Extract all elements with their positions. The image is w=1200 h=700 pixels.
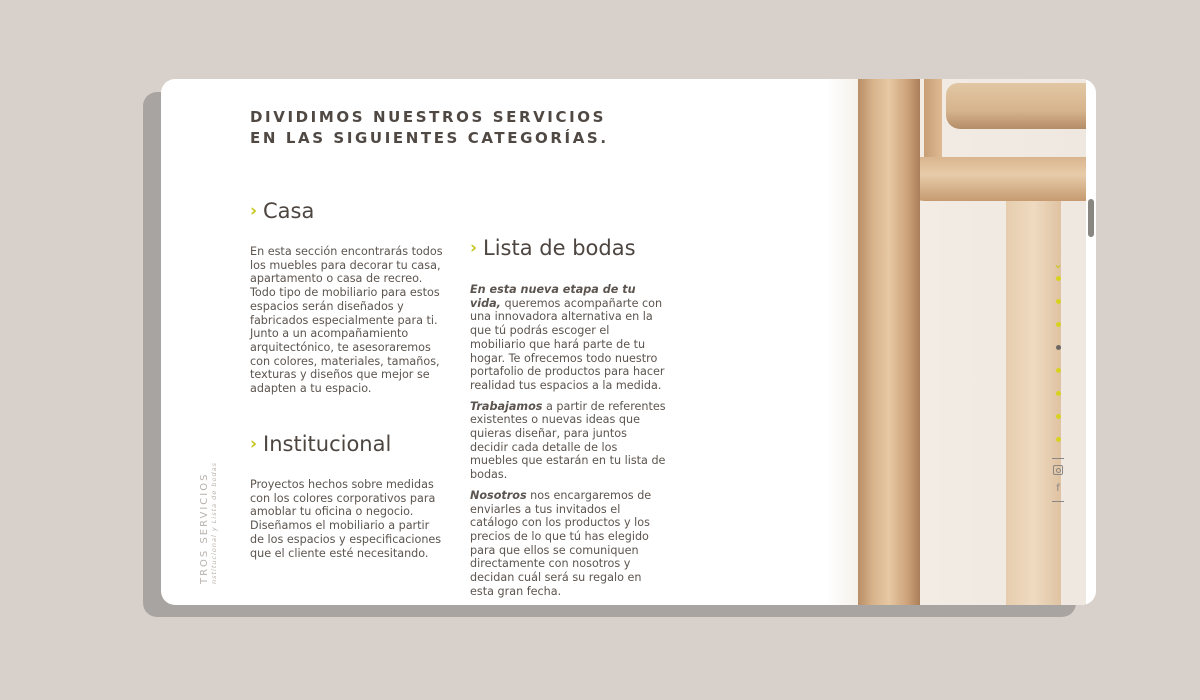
chevron-right-icon: › [250,201,258,221]
section-casa-label: Casa [263,199,315,223]
section-bodas-title [470,236,636,260]
section-bodas-paragraph-1: En esta nueva etapa de tu vida, queremos acompañarte con una innovadora alternativa en la que tú podrás escoger el mobiliario que hará parte de tu hogar. Te ofrecemos todo nuestro portafolio de productos para hacer realidad tus espacios a la medida. [470,283,665,392]
nav-dot-6[interactable] [1056,391,1061,396]
section-casa-title [250,199,314,223]
section-bodas-body [470,283,666,605]
social-links [1052,458,1064,508]
scrollbar-thumb[interactable] [1088,199,1094,237]
nav-dot-4-active[interactable] [1056,345,1061,350]
nav-dot-1[interactable] [1056,276,1061,281]
section-bodas-label: Lista de bodas [483,236,636,260]
nav-dot-5[interactable] [1056,368,1061,373]
chevron-right-icon: › [470,238,478,258]
chair-upper-post [924,79,942,165]
section-bodas-paragraph-3: Nosotros nos encargaremos de enviarles a tus invitados el catálogo con los productos y los precios de lo que tú has elegido para que ellos se comuniquen directamente con nosotros y decidan cuál será su regalo en esta gran fecha. [470,488,652,598]
instagram-icon[interactable] [1053,465,1063,475]
nav-dot-3[interactable] [1056,322,1061,327]
divider [1052,501,1064,502]
page-title-line2: EN LAS SIGUIENTES CATEGORÍAS. [250,129,609,147]
side-caption [199,462,218,584]
chair-rail [896,157,1086,201]
facebook-icon[interactable]: f [1056,483,1060,494]
content-card [161,79,1096,605]
section-bodas-paragraph-2: Trabajamos a partir de referentes existentes o nuevas ideas que quieras diseñar, para juntos decidir cada detalle de los muebles que estarán en tu lista de bodas. [470,399,666,482]
chevron-right-icon: › [250,434,258,454]
chair-front-leg [858,79,920,605]
nav-dot-8[interactable] [1056,437,1061,442]
chevron-down-icon[interactable]: ⌄ [1053,258,1063,271]
section-institucional-title [250,432,391,456]
page-title-line1: DIVIDIMOS NUESTROS SERVICIOS [250,108,607,126]
side-caption-title: TROS SERVICIOS [199,472,210,584]
page-title [250,107,609,149]
section-institucional-label: Institucional [263,432,392,456]
nav-dot-7[interactable] [1056,414,1061,419]
divider [1052,458,1064,459]
section-institucional-body [250,478,442,567]
section-institucional-text: Proyectos hechos sobre medidas con los colores corporativos para amoblar tu oficina o negocio. Diseñamos el mobiliario a partir de los espacios y especificaciones que el cliente esté necesitando. [250,478,442,560]
section-casa-body [250,245,450,403]
section-dot-nav [1051,258,1065,460]
chair-seat [946,83,1086,129]
nav-dot-2[interactable] [1056,299,1061,304]
chair-photo [826,79,1086,605]
section-casa-text: En esta sección encontrarás todos los muebles para decorar tu casa, apartamento o casa de recreo. Todo tipo de mobiliario para estos espacios serán diseñados y fabricados especialmente para ti. Junto a un acompañamiento arquitectónico, te asesoraremos con colores, materiales, tamaños, texturas y diseños que mejor se adapten a tu espacio. [250,245,443,396]
side-caption-subtitle: nstitucional y Lista de bodas [210,462,218,584]
